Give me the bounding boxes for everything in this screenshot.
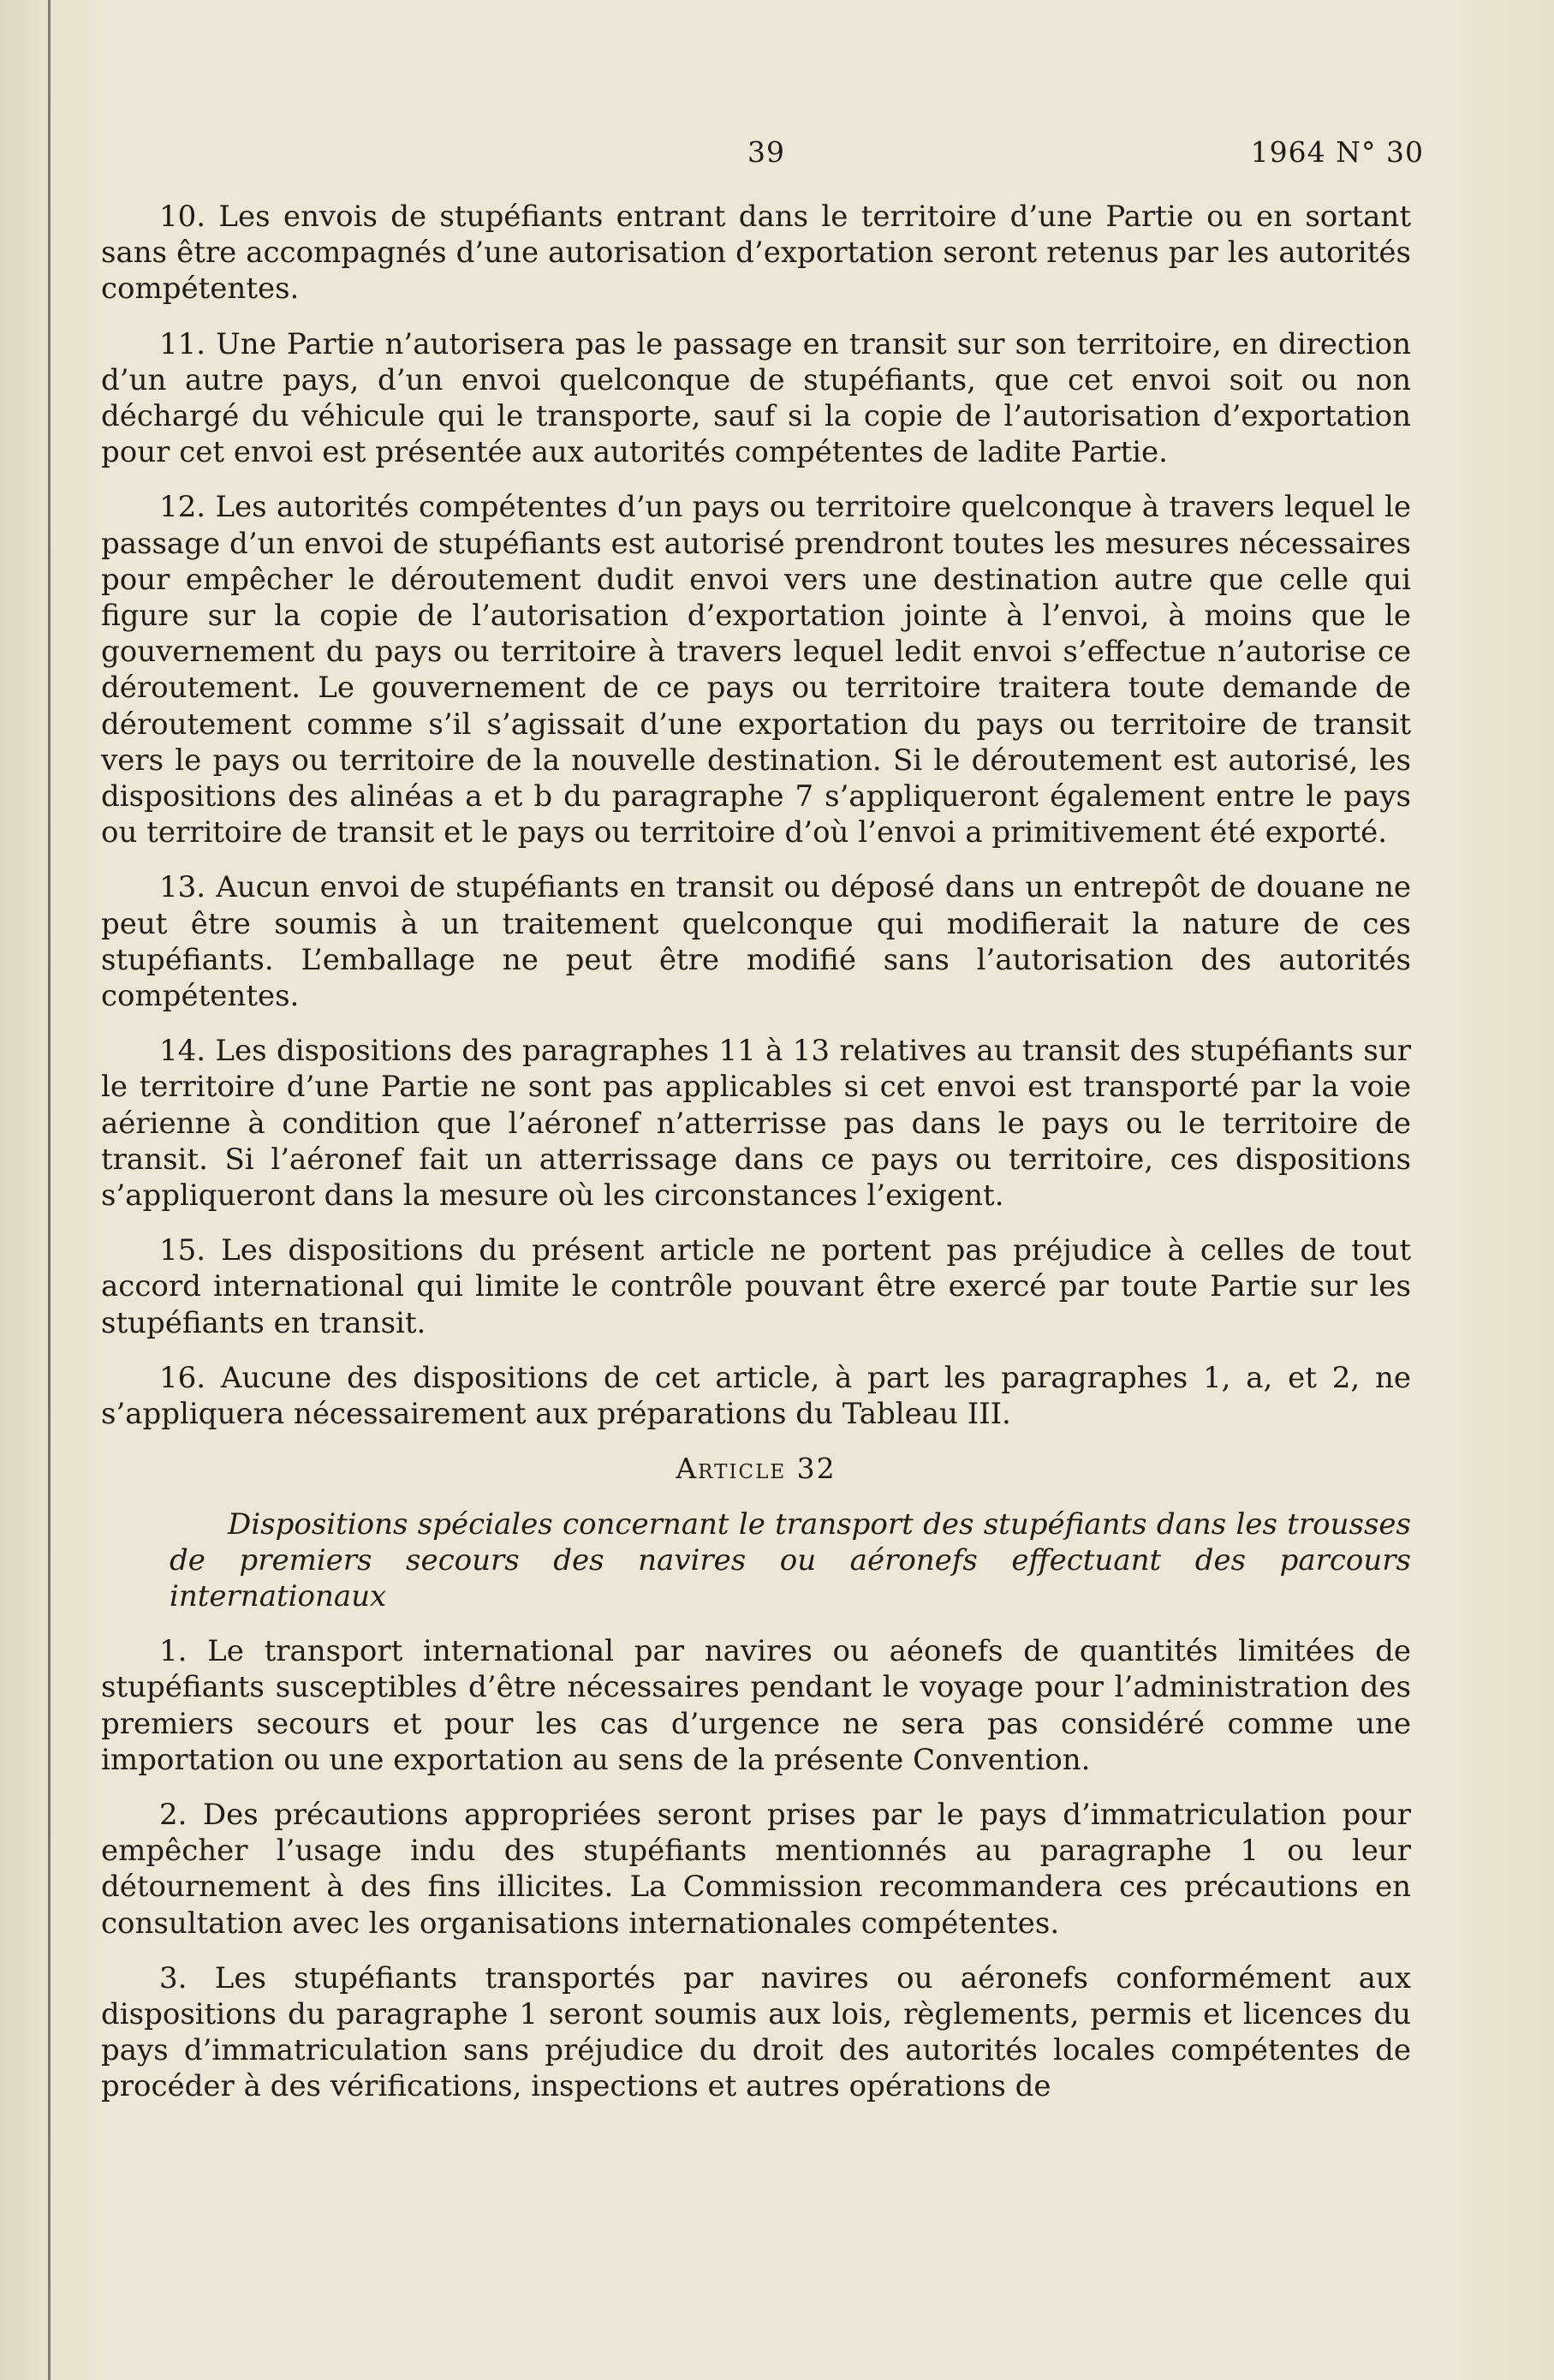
article-paragraph-3: 3. Les stupéfiants transportés par navires ou aéronefs conformément aux dispositions du paragraphe 1 seront soumis aux lois, règlements, permis et licences du pays d’immatriculation sans préjudice du droit des autorités locales compétentes de procéder à des vérifications, inspections et autres opérations de	[101, 1960, 1411, 2104]
article-heading: Article 32	[676, 1452, 837, 1486]
article-title: Dispositions spéciales concernant le transport des stupéfiants dans les trousses de premiers secours des navires ou aéronefs effectuant des parcours internationaux	[170, 1506, 1411, 1614]
article-paragraph-2: 2. Des précautions appropriées seront prises par le pays d’immatriculation pour empêcher l’usage indu des stupéfiants mentionnés au paragraphe 1 ou leur détournement à des fins illicites. La Commission recommandera ces précautions en consultation avec les organisations internationales compétentes.	[101, 1797, 1411, 1941]
page-number: 39	[747, 135, 785, 169]
paragraph-12: 12. Les autorités compétentes d’un pays ou territoire quelconque à travers lequel le passage d’un envoi de stupéfiants est autorisé prendront toutes les mesures nécessaires pour empêcher le déroutement dudit envoi vers une destination autre que celle qui figure sur la copie de l’autorisation d’exportation jointe à l’envoi, à moins que le gouvernement du pays ou territoire à travers lequel ledit envoi s’effectue n’autorise ce déroutement. Le gouvernement de ce pays ou territoire traitera toute demande de déroutement comme s’il s’agissait d’une exportation du pays ou territoire de transit vers le pays ou territoire de la nouvelle destination. Si le déroutement est autorisé, les dispositions des alinéas a et b du paragraphe 7 s’appliqueront également entre le pays ou territoire de transit et le pays ou territoire d’où l’envoi a primitivement été exporté.	[101, 490, 1411, 850]
paragraph-14: 14. Les dispositions des paragraphes 11 à 13 relatives au transit des stupéfiants sur le territoire d’une Partie ne sont pas applicables si cet envoi est transporté par la voie aérienne à condition que l’aéronef n’atterrisse pas dans le pays ou le territoire de transit. Si l’aéronef fait un atterrissage dans ce pays ou territoire, ces dispositions s’appliqueront dans la mesure où les circonstances l’exigent.	[101, 1034, 1411, 1214]
paragraph-13: 13. Aucun envoi de stupéfiants en transit ou déposé dans un entrepôt de douane ne peut être soumis à un traitement quelconque qui modifierait la nature de ces stupéfiants. L’emballage ne peut être modifié sans l’autorisation des autorités compétentes.	[101, 870, 1411, 1014]
book-spine-shadow	[48, 0, 51, 2380]
series-number: 1964 N° 30	[1250, 135, 1424, 169]
article-paragraph-1: 1. Le transport international par navires ou aéonefs de quantités limitées de stupéfiants susceptibles d’être nécessaires pendant le voyage pour l’administration des premiers secours et pour les cas d’urgence ne sera pas considéré comme une importation ou une exportation au sens de la présente Convention.	[101, 1634, 1411, 1777]
paragraph-11: 11. Une Partie n’autorisera pas le passage en transit sur son territoire, en direction d’un autre pays, d’un envoi quelconque de stupéfiants, que cet envoi soit ou non déchargé du véhicule qui le transporte, sauf si la copie de l’autorisation d’exportation pour cet envoi est présentée aux autorités compétentes de ladite Partie.	[101, 326, 1411, 470]
paragraph-15: 15. Les dispositions du présent article ne portent pas préjudice à celles de tout accord international qui limite le contrôle pouvant être exercé par toute Partie sur les stupéfiants en transit.	[101, 1233, 1411, 1340]
body-text	[101, 199, 1411, 2124]
paragraph-10: 10. Les envois de stupéfiants entrant dans le territoire d’une Partie ou en sortant sans être accompagnés d’une autorisation d’exportation seront retenus par les autorités compétentes.	[101, 200, 1411, 307]
paragraph-16: 16. Aucune des dispositions de cet article, à part les paragraphes 1, a, et 2, ne s’appliquera nécessairement aux préparations du Tableau III.	[101, 1360, 1411, 1432]
page-header	[101, 135, 1424, 178]
